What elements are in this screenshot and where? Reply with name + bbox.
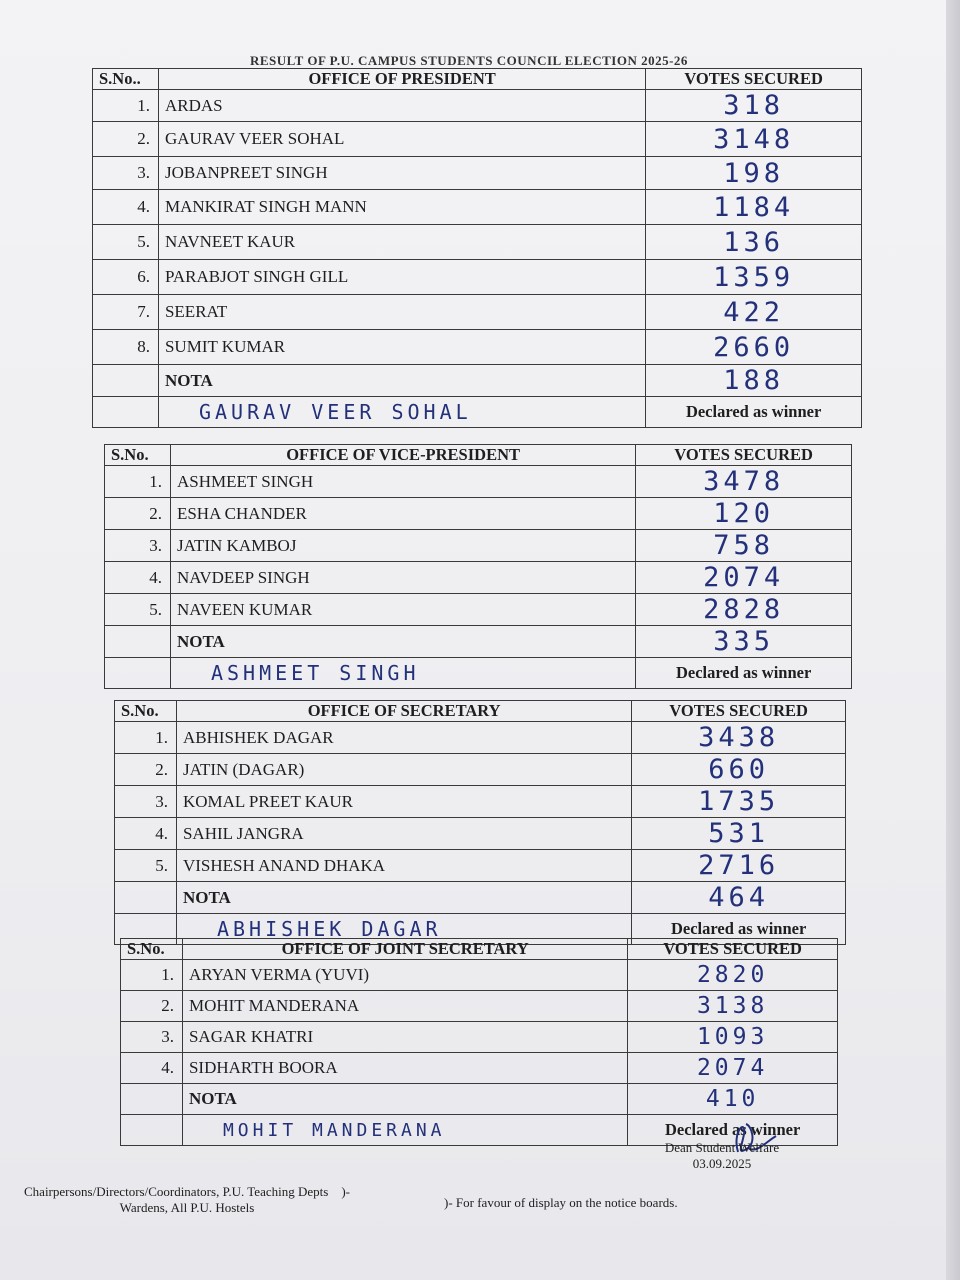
candidate-name: JATIN KAMBOJ (170, 530, 635, 562)
vote-count: 3438 (632, 722, 846, 754)
table-row: 4. SIDHARTH BOORA 2074 (121, 1053, 838, 1084)
nota-label: NOTA (158, 365, 645, 397)
signatory-title: Dean Student Welfare (664, 1140, 780, 1155)
vote-count: 1735 (632, 786, 846, 818)
declared-label: Declared as winner (636, 658, 852, 689)
table-row: 1. ABHISHEK DAGAR 3438 (115, 722, 846, 754)
candidate-name: PARABJOT SINGH GILL (158, 260, 645, 295)
vote-count: 1093 (628, 1022, 838, 1053)
vote-count: 531 (632, 818, 846, 850)
vote-count: 2820 (628, 960, 838, 991)
vote-count: 188 (646, 365, 862, 397)
distribution-list (24, 1184, 350, 1216)
candidate-name: SUMIT KUMAR (158, 330, 645, 365)
table-row: 3. JOBANPREET SINGH 198 (93, 157, 862, 190)
distribution-mark: )- (341, 1184, 350, 1199)
table-row: 4. NAVDEEP SINGH 2074 (105, 562, 852, 594)
candidate-name: JOBANPREET SINGH (158, 157, 645, 190)
candidate-name: SAHIL JANGRA (176, 818, 631, 850)
vote-count: 422 (646, 295, 862, 330)
winner-name: GAURAV VEER SOHAL (158, 397, 645, 428)
nota-row (115, 882, 846, 914)
secretary-results-table (114, 700, 846, 945)
vote-count: 464 (632, 882, 846, 914)
nota-label: NOTA (176, 882, 631, 914)
table-row: 2. JATIN (DAGAR) 660 (115, 754, 846, 786)
sno-header: S.No. (115, 701, 177, 722)
sno-header: S.No. (105, 445, 171, 466)
vote-count: 660 (632, 754, 846, 786)
vote-count: 2074 (636, 562, 852, 594)
candidate-name: ABHISHEK DAGAR (176, 722, 631, 754)
vote-count: 335 (636, 626, 852, 658)
candidate-name: NAVEEN KUMAR (170, 594, 635, 626)
table-row: 7. SEERAT 422 (93, 295, 862, 330)
vote-count: 3478 (636, 466, 852, 498)
winner-row (93, 397, 862, 428)
sno-header: S.No. (121, 939, 183, 960)
office-title: OFFICE OF JOINT SECRETARY (182, 939, 627, 960)
winner-row (105, 658, 852, 689)
candidate-name: ASHMEET SINGH (170, 466, 635, 498)
candidate-name: SAGAR KHATRI (182, 1022, 627, 1053)
winner-name: MOHIT MANDERANA (182, 1115, 627, 1146)
table-row: 3. KOMAL PREET KAUR 1735 (115, 786, 846, 818)
table-row: 2. ESHA CHANDER 120 (105, 498, 852, 530)
signatory-block (652, 1140, 792, 1172)
vote-count: 318 (646, 90, 862, 122)
table-row: 5. NAVEEN KUMAR 2828 (105, 594, 852, 626)
table-row: 1. ARDAS 318 (93, 90, 862, 122)
document-header: RESULT OF P.U. CAMPUS STUDENTS COUNCIL ELECTION 2025-26 (250, 53, 688, 66)
candidate-name: ARYAN VERMA (YUVI) (182, 960, 627, 991)
vote-count: 758 (636, 530, 852, 562)
table-row: 1. ARYAN VERMA (YUVI) 2820 (121, 960, 838, 991)
declared-label: Declared as winner (632, 914, 846, 945)
vote-count: 3138 (628, 991, 838, 1022)
table-row: 8. SUMIT KUMAR 2660 (93, 330, 862, 365)
vote-count: 2660 (646, 330, 862, 365)
candidate-name: JATIN (DAGAR) (176, 754, 631, 786)
candidate-name: MOHIT MANDERANA (182, 991, 627, 1022)
declared-label: Declared as winner (628, 1115, 838, 1146)
candidate-name: SEERAT (158, 295, 645, 330)
vote-count: 2828 (636, 594, 852, 626)
candidate-name: SIDHARTH BOORA (182, 1053, 627, 1084)
table-row: 3. JATIN KAMBOJ 758 (105, 530, 852, 562)
votes-header: VOTES SECURED (636, 445, 852, 466)
page-edge (946, 0, 960, 1280)
candidate-name: ARDAS (158, 90, 645, 122)
distribution-line-2: Wardens, All P.U. Hostels (119, 1200, 255, 1215)
nota-label: NOTA (170, 626, 635, 658)
winner-name: ASHMEET SINGH (170, 658, 635, 689)
candidate-name: ESHA CHANDER (170, 498, 635, 530)
candidate-name: NAVNEET KAUR (158, 225, 645, 260)
vote-count: 410 (628, 1084, 838, 1115)
vote-count: 1184 (646, 190, 862, 225)
nota-row (121, 1084, 838, 1115)
office-title: OFFICE OF VICE-PRESIDENT (170, 445, 635, 466)
vote-count: 1359 (646, 260, 862, 295)
table-row: 2. MOHIT MANDERANA 3138 (121, 991, 838, 1022)
table-row: 6. PARABJOT SINGH GILL 1359 (93, 260, 862, 295)
distribution-line-1: Chairpersons/Directors/Coordinators, P.U. Teaching Depts (24, 1184, 329, 1199)
votes-header: VOTES SECURED (632, 701, 846, 722)
table-row: 5. VISHESH ANAND DHAKA 2716 (115, 850, 846, 882)
nota-row (105, 626, 852, 658)
candidate-name: VISHESH ANAND DHAKA (176, 850, 631, 882)
president-results-table (92, 68, 862, 428)
table-row: 1. ASHMEET SINGH 3478 (105, 466, 852, 498)
votes-header: VOTES SECURED (628, 939, 838, 960)
office-title: OFFICE OF PRESIDENT (158, 69, 645, 90)
sno-header: S.No.. (93, 69, 159, 90)
vote-count: 136 (646, 225, 862, 260)
table-row: 5. NAVNEET KAUR 136 (93, 225, 862, 260)
candidate-name: NAVDEEP SINGH (170, 562, 635, 594)
table-row: 4. SAHIL JANGRA 531 (115, 818, 846, 850)
table-row: 3. SAGAR KHATRI 1093 (121, 1022, 838, 1053)
display-note: )- For favour of display on the notice boards. (444, 1195, 678, 1210)
candidate-name: MANKIRAT SINGH MANN (158, 190, 645, 225)
table-row: 2. GAURAV VEER SOHAL 3148 (93, 122, 862, 157)
vice-president-results-table (104, 444, 852, 689)
nota-label: NOTA (182, 1084, 627, 1115)
office-title: OFFICE OF SECRETARY (176, 701, 631, 722)
table-row: 4. MANKIRAT SINGH MANN 1184 (93, 190, 862, 225)
nota-row (93, 365, 862, 397)
signatory-date: 03.09.2025 (692, 1156, 752, 1171)
vote-count: 2716 (632, 850, 846, 882)
vote-count: 2074 (628, 1053, 838, 1084)
candidate-name: GAURAV VEER SOHAL (158, 122, 645, 157)
vote-count: 120 (636, 498, 852, 530)
vote-count: 3148 (646, 122, 862, 157)
winner-name: ABHISHEK DAGAR (176, 914, 631, 945)
candidate-name: KOMAL PREET KAUR (176, 786, 631, 818)
declared-label: Declared as winner (646, 397, 862, 428)
vote-count: 198 (646, 157, 862, 190)
votes-header: VOTES SECURED (646, 69, 862, 90)
